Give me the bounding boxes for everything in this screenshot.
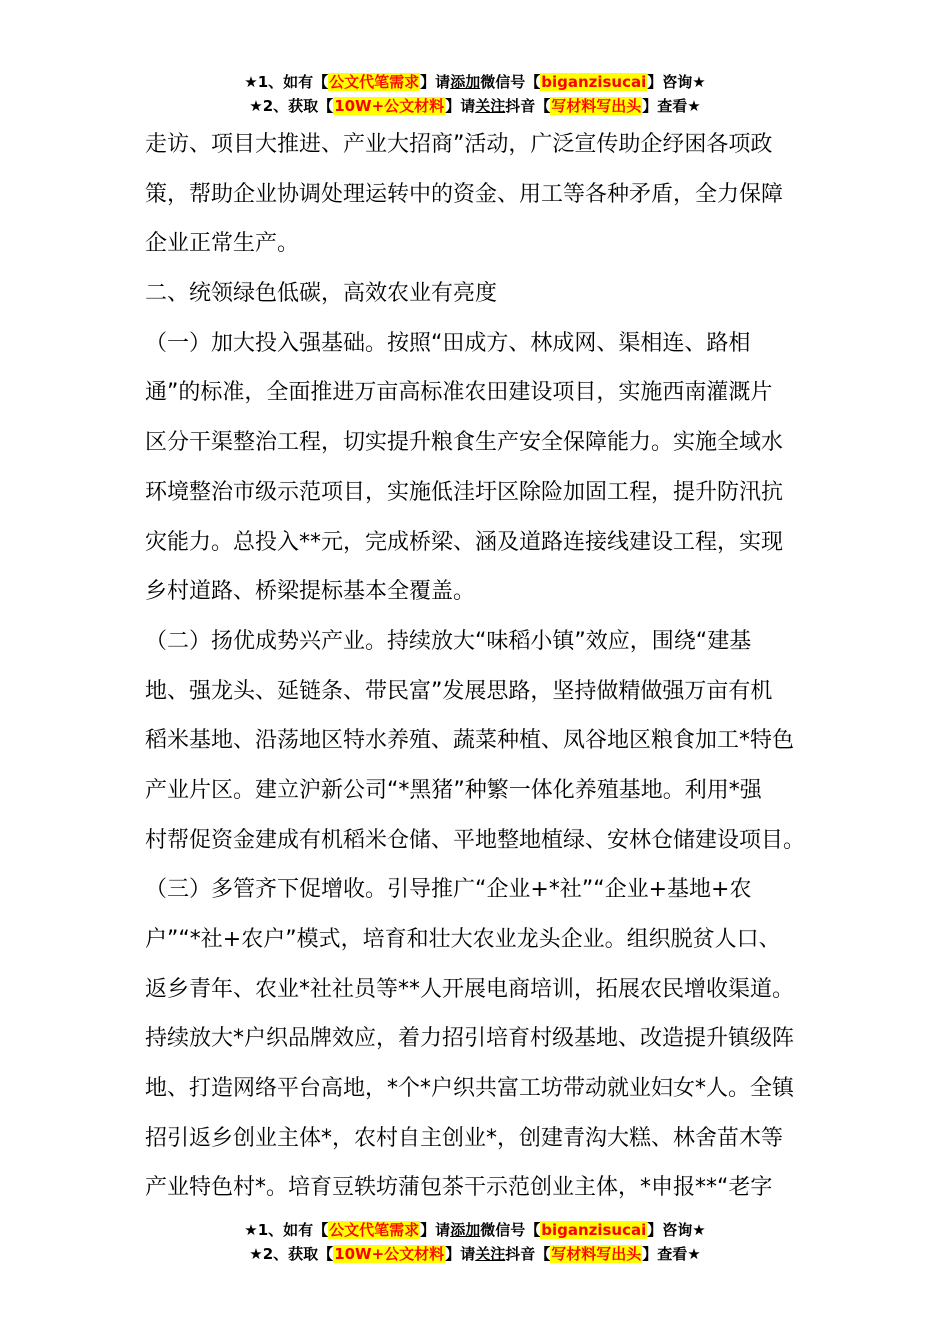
body-line: 户”“*社+农户”模式，培育和壮大农业龙头企业。组织脱贫人口、: [145, 927, 781, 952]
promo-text: 】查看★: [642, 97, 701, 115]
promo-highlight: 写材料写出头: [551, 97, 642, 115]
promo-highlight: biganzisucai: [541, 73, 647, 91]
body-line: （三）多管齐下促增收。引导推广“企业+*社”“企业+基地+农: [145, 877, 752, 903]
promo-text: 】查看★: [642, 1245, 701, 1263]
body-line: 通”的标准，全面推进万亩高标准农田建设项目，实施西南灌溉片: [145, 380, 773, 406]
body-line: 策，帮助企业协调处理运转中的资金、用工等各种矛盾，全力保障: [145, 181, 784, 207]
footer-promo-banner: [0, 1218, 950, 1266]
promo-text: 】咨询★: [647, 1221, 706, 1239]
body-line: 灾能力。总投入**元，完成桥梁、涵及道路连接线建设工程，实现: [145, 529, 784, 555]
promo-line-1: [0, 1218, 950, 1242]
body-line: （一）加大投入强基础。按照“田成方、林成网、渠相连、路相: [145, 330, 751, 356]
promo-text: ★2、获取【: [249, 1245, 334, 1263]
document-body: [145, 120, 825, 1213]
body-line: 稻米基地、沿荡地区特水养殖、蔬菜种植、凤谷地区粮食加工*特色: [145, 728, 795, 754]
body-line: 企业正常生产。: [145, 231, 300, 257]
promo-line-1: [0, 70, 950, 94]
promo-underline: 添加: [450, 1221, 481, 1239]
promo-highlight: 写材料写出头: [551, 1245, 642, 1263]
promo-text: 】咨询★: [647, 73, 706, 91]
body-line: 招引返乡创业主体*，农村自主创业*，创建青沟大糕、林舍苗木等: [145, 1125, 784, 1151]
body-line: 返乡青年、农业*社社员等**人开展电商培训，拓展农民增收渠道。: [145, 976, 795, 1002]
promo-line-2: [0, 1242, 950, 1266]
promo-text: ★2、获取【: [249, 97, 334, 115]
section-heading: 二、统领绿色低碳，高效农业有亮度: [145, 281, 498, 307]
header-promo-banner: [0, 70, 950, 118]
promo-highlight: 公文代笔需求: [329, 73, 420, 91]
body-line: 产业特色村*。培育豆轶坊蒲包茶干示范创业主体，*申报**“老字: [145, 1175, 773, 1201]
promo-text: 】请: [445, 97, 476, 115]
promo-line-2: [0, 94, 950, 118]
body-line: 地、强龙头、延链条、带民富”发展思路，坚持做精做强万亩有机: [145, 678, 773, 704]
body-line: 区分干渠整治工程，切实提升粮食生产安全保障能力。实施全域水: [145, 430, 784, 456]
promo-text: 抖音【: [505, 1245, 551, 1263]
promo-underline: 添加: [450, 73, 481, 91]
body-line: 地、打造网络平台高地，*个*户织共富工坊带动就业妇女*人。全镇: [145, 1076, 795, 1102]
promo-highlight: biganzisucai: [541, 1221, 647, 1239]
body-line: 走访、项目大推进、产业大招商”活动，广泛宣传助企纾困各项政: [145, 132, 773, 157]
body-line: 村帮促资金建成有机稻米仓储、平地整地植绿、安林仓储建设项目。: [145, 827, 806, 853]
body-line: 乡村道路、桥梁提标基本全覆盖。: [145, 579, 476, 605]
body-line: 环境整治市级示范项目，实施低洼圩区除险加固工程，提升防汛抗: [145, 479, 784, 505]
promo-text: 微信号【: [480, 1221, 541, 1239]
promo-highlight: 公文代笔需求: [329, 1221, 420, 1239]
promo-text: 微信号【: [480, 73, 541, 91]
promo-highlight: 10W+公文材料: [334, 97, 445, 115]
promo-text: 】请: [420, 73, 451, 91]
promo-text: 】请: [445, 1245, 476, 1263]
promo-text: ★1、如有【: [244, 1221, 329, 1239]
promo-text: 抖音【: [505, 97, 551, 115]
promo-highlight: 10W+公文材料: [334, 1245, 445, 1263]
promo-text: 】请: [420, 1221, 451, 1239]
body-line: （二）扬优成势兴产业。持续放大“味稻小镇”效应，围绕“建基: [145, 628, 752, 654]
promo-text: ★1、如有【: [244, 73, 329, 91]
promo-underline: 关注: [475, 1245, 506, 1263]
body-line: 持续放大*户织品牌效应，着力招引培育村级基地、改造提升镇级阵: [145, 1026, 795, 1052]
promo-underline: 关注: [475, 97, 506, 115]
body-line: 产业片区。建立沪新公司“*黑猪”种繁一体化养殖基地。利用*强: [145, 777, 762, 803]
